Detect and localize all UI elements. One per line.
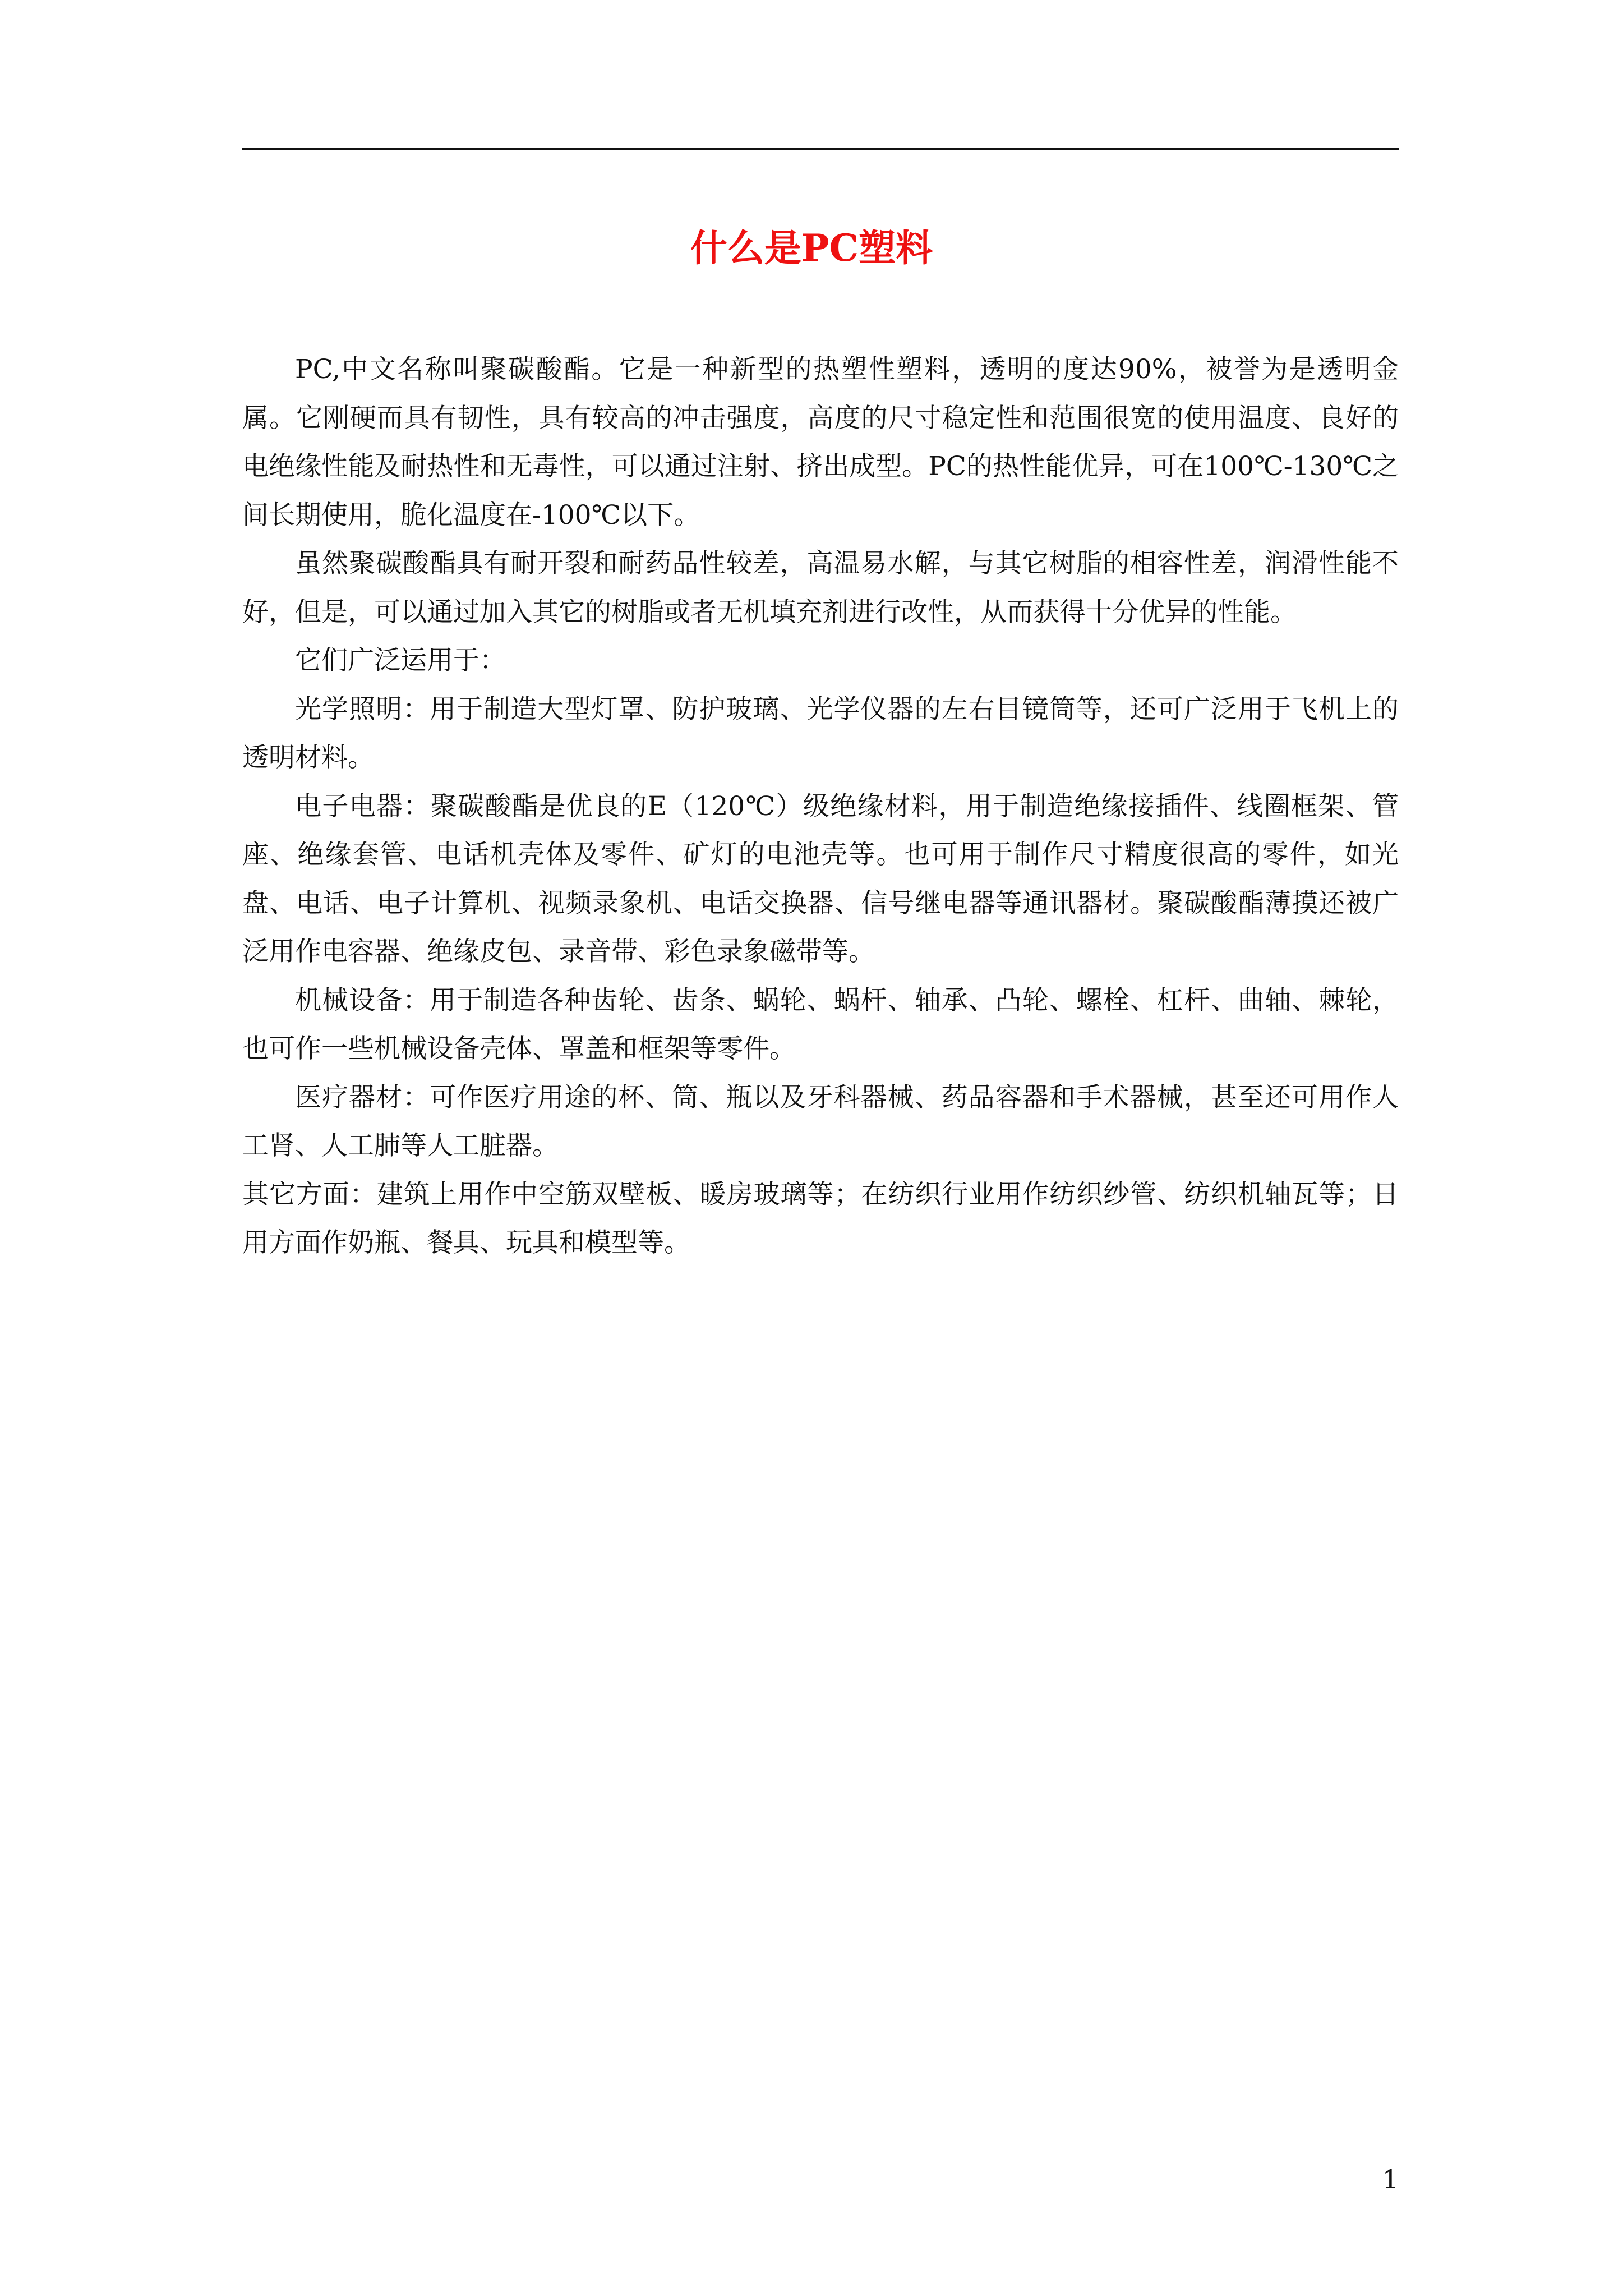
paragraph-intro: PC,中文名称叫聚碳酸酯。它是一种新型的热塑性塑料，透明的度达90%，被誉为是透明金属。它刚硬而具有韧性，具有较高的冲击强度，高度的尺寸稳定性和范围很宽的使用温度、良好的电绝缘性能及耐热性和无毒性，可以通过注射、挤出成型。PC的热性能优异，可在100℃-130℃之间长期使用，脆化温度在-100℃以下。	[242, 354, 1399, 531]
paragraph-other: 其它方面：建筑上用作中空筋双壁板、暖房玻璃等；在纺织行业用作纺织纱管、纺织机轴瓦等；日用方面作奶瓶、餐具、玩具和模型等。	[242, 1179, 1399, 1258]
header-rule	[242, 148, 1399, 150]
paragraph-applications-intro: 它们广泛运用于：	[295, 645, 506, 676]
document-body	[242, 346, 1399, 1268]
document-title: 什么是PC塑料	[690, 226, 933, 270]
paragraph-optics: 光学照明：用于制造大型灯罩、防护玻璃、光学仪器的左右目镜筒等，还可广泛用于飞机上的透明材料。	[242, 693, 1399, 773]
paragraph-electronics: 电子电器：聚碳酸酯是优良的E（120℃）级绝缘材料，用于制造绝缘接插件、线圈框架、管座、绝缘套管、电话机壳体及零件、矿灯的电池壳等。也可用于制作尺寸精度很高的零件，如光盘、电话、电子计算机、视频录象机、电话交换器、信号继电器等通讯器材。聚碳酸酯薄摸还被广泛用作电容器、绝缘皮包、录音带、彩色录象磁带等。	[242, 790, 1399, 967]
page-number: 1	[1382, 2164, 1399, 2194]
paragraph-medical: 医疗器材：可作医疗用途的杯、筒、瓶以及牙科器械、药品容器和手术器械，甚至还可用作人工肾、人工肺等人工脏器。	[242, 1082, 1399, 1161]
paragraph-drawbacks: 虽然聚碳酸酯具有耐开裂和耐药品性较差，高温易水解，与其它树脂的相容性差，润滑性能不好，但是，可以通过加入其它的树脂或者无机填充剂进行改性，从而获得十分优异的性能。	[242, 548, 1399, 628]
paragraph-machinery: 机械设备：用于制造各种齿轮、齿条、蜗轮、蜗杆、轴承、凸轮、螺栓、杠杆、曲轴、棘轮，也可作一些机械设备壳体、罩盖和框架等零件。	[242, 984, 1399, 1064]
